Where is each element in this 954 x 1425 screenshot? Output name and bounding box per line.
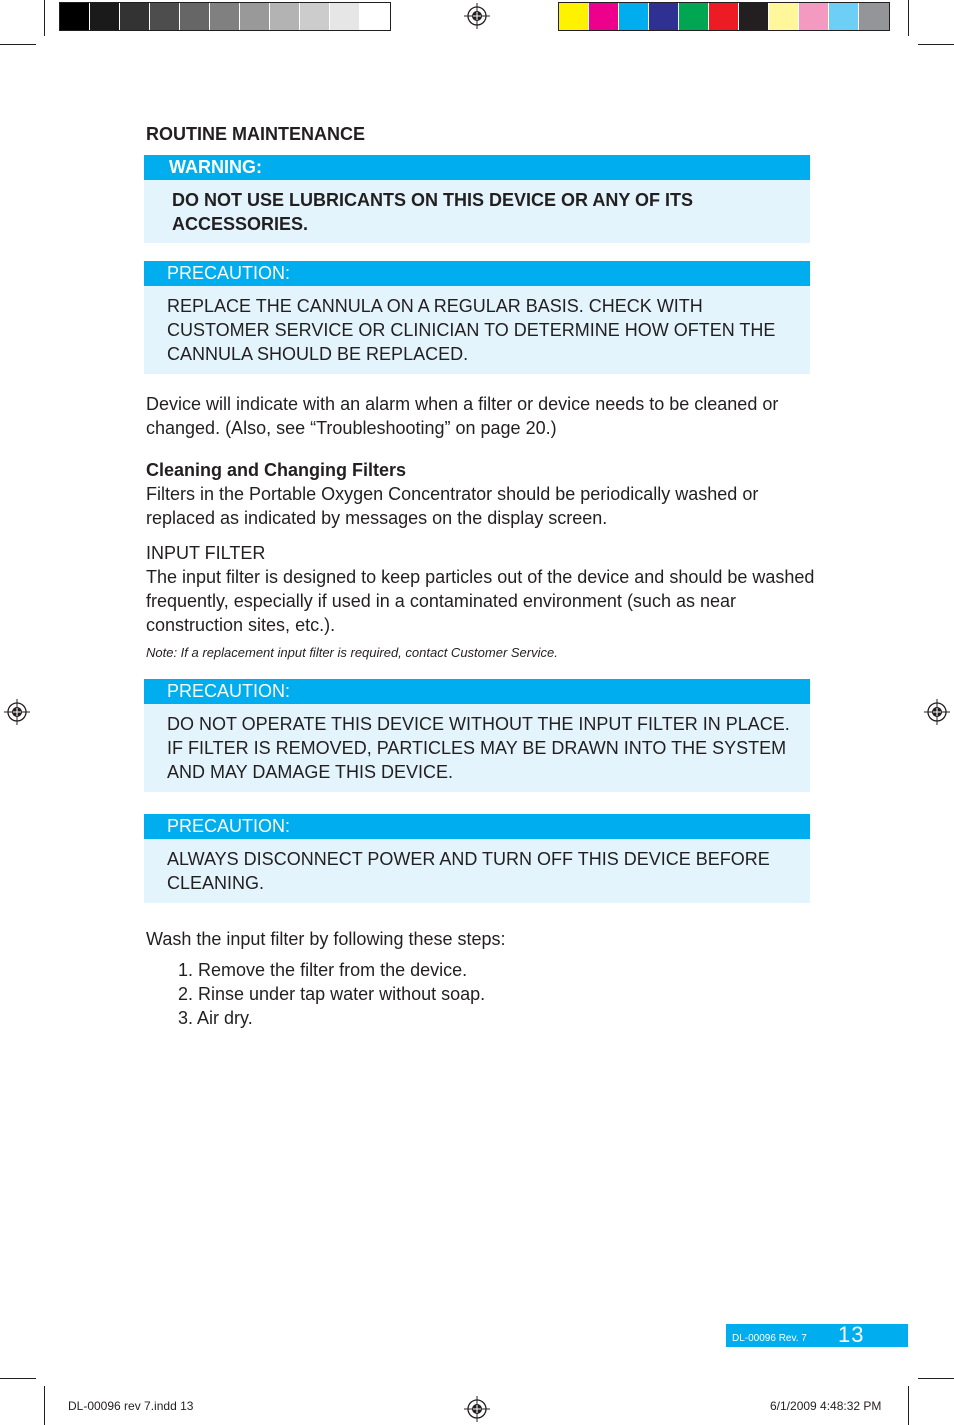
color-swatch <box>739 3 769 30</box>
color-swatch <box>240 3 270 30</box>
color-swatch <box>679 3 709 30</box>
precaution-text: ALWAYS DISCONNECT POWER AND TURN OFF THIS DEVICE BEFORE CLEANING. <box>167 849 770 893</box>
warning-label: WARNING: <box>144 155 810 180</box>
wash-intro: Wash the input filter by following these steps: <box>146 929 506 949</box>
color-swatch <box>649 3 679 30</box>
color-swatch <box>210 3 240 30</box>
precaution-box <box>144 261 810 374</box>
color-swatch <box>360 3 390 30</box>
crop-mark <box>918 44 954 45</box>
color-swatch <box>859 3 889 30</box>
registration-mark-icon <box>4 699 30 725</box>
warning-text: DO NOT USE LUBRICANTS ON THIS DEVICE OR ANY OF ITS ACCESSORIES. <box>172 190 694 234</box>
input-filter-section <box>146 541 816 637</box>
color-swatch <box>769 3 799 30</box>
crop-mark <box>0 44 36 45</box>
color-swatch <box>709 3 739 30</box>
registration-mark-icon <box>464 1396 490 1422</box>
precaution-box <box>144 679 810 792</box>
color-swatch <box>619 3 649 30</box>
color-swatch <box>180 3 210 30</box>
color-swatch <box>270 3 300 30</box>
list-item: 1. Remove the filter from the device. <box>178 960 468 980</box>
color-swatch <box>150 3 180 30</box>
input-filter-text: The input filter is designed to keep particles out of the device and should be washed frequently, especially if used in a contaminated environment (such as near construction sites, etc.). <box>146 567 815 635</box>
color-swatch <box>829 3 859 30</box>
color-swatch <box>300 3 330 30</box>
slug-file: DL-00096 rev 7.indd 13 <box>68 1399 194 1413</box>
color-swatch <box>90 3 120 30</box>
section-title: ROUTINE MAINTENANCE <box>146 124 365 144</box>
list-item: 2. Rinse under tap water without soap. <box>178 984 486 1004</box>
color-swatch <box>799 3 829 30</box>
cleaning-heading: Cleaning and Changing Filters <box>146 460 407 480</box>
page-number: 13 <box>838 1322 865 1347</box>
intro-paragraph: Device will indicate with an alarm when a filter or device needs to be cleaned or changed. (Also, see “Troubleshooting” on page 20.) <box>146 394 779 438</box>
slug-date: 6/1/2009 4:48:32 PM <box>770 1399 882 1413</box>
crop-mark <box>44 1386 45 1425</box>
list-item: 3. Air dry. <box>178 1008 253 1028</box>
footer-doc-id: DL-00096 Rev. 7 <box>732 1333 807 1344</box>
crop-mark <box>0 1378 36 1379</box>
precaution-text: DO NOT OPERATE THIS DEVICE WITHOUT THE INPUT FILTER IN PLACE. IF FILTER IS REMOVED, PARTICLES MAY BE DRAWN INTO THE SYSTEM AND MAY DAMAGE THIS DEVICE. <box>167 714 790 782</box>
precaution-text: REPLACE THE CANNULA ON A REGULAR BASIS. CHECK WITH CUSTOMER SERVICE OR CLINICIAN TO DETERMINE HOW OFTEN THE CANNULA SHOULD BE REPLACED. <box>167 296 776 364</box>
cleaning-section <box>146 458 816 530</box>
precaution-label: PRECAUTION: <box>144 679 810 704</box>
precaution-box <box>144 814 810 903</box>
color-swatch <box>559 3 589 30</box>
color-swatch <box>120 3 150 30</box>
precaution-label: PRECAUTION: <box>144 261 810 286</box>
color-swatch <box>589 3 619 30</box>
crop-mark <box>918 1378 954 1379</box>
cleaning-text: Filters in the Portable Oxygen Concentrator should be periodically washed or replaced as indicated by messages on the display screen. <box>146 484 759 528</box>
color-swatch <box>60 3 90 30</box>
input-filter-note: Note: If a replacement input filter is required, contact Customer Service. <box>146 645 558 660</box>
registration-mark-icon <box>924 699 950 725</box>
crop-mark <box>44 0 45 36</box>
warning-box <box>144 155 810 243</box>
precaution-label: PRECAUTION: <box>144 814 810 839</box>
color-swatch <box>330 3 360 30</box>
process-colorbar <box>558 2 890 31</box>
crop-mark <box>908 1386 909 1425</box>
input-filter-heading: INPUT FILTER <box>146 543 266 563</box>
grayscale-colorbar <box>59 2 391 31</box>
wash-steps-list <box>178 958 485 1030</box>
crop-mark <box>908 0 909 36</box>
registration-mark-icon <box>464 3 490 29</box>
